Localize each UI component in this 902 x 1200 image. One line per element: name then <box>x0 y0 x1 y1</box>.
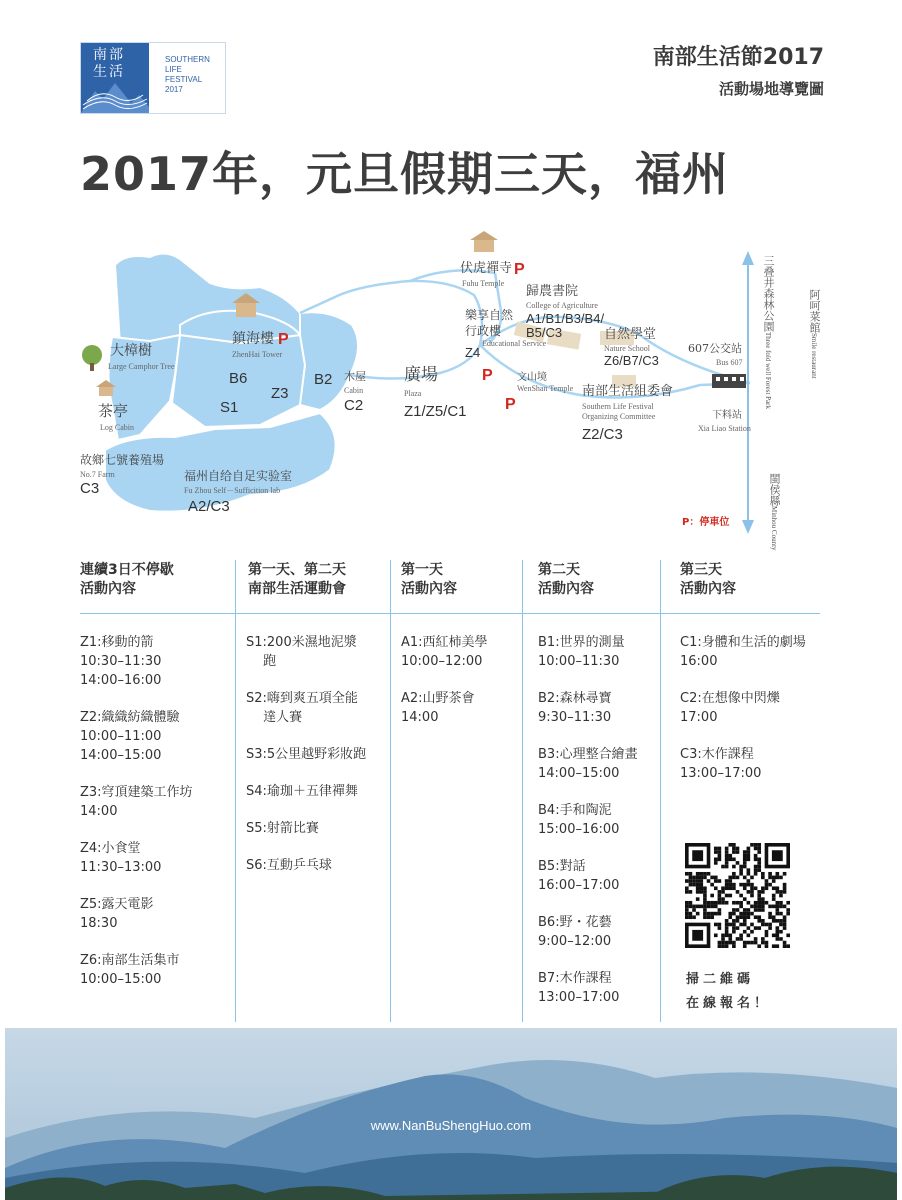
cabin-label: 木屋 <box>344 370 366 383</box>
activity-title: S4:瑜珈＋五律禪舞 <box>246 784 358 799</box>
activity-time: 10:00–12:00 <box>401 654 483 669</box>
plaza-en: Plaza <box>404 389 422 398</box>
qr-caption-line1: 掃二維碼 <box>686 972 755 987</box>
mountain-logo-icon <box>81 79 149 113</box>
college-codes-2: B5/C3 <box>526 325 563 340</box>
activity-title: B5:對話 <box>538 859 586 874</box>
schedule-item <box>538 689 658 727</box>
cabin-code: C2 <box>344 397 364 414</box>
committee-label: 南部生活組委會 <box>582 384 674 399</box>
farm-label: 故鄉七號養殖場 <box>80 453 165 467</box>
plaza-label: 廣場 <box>404 365 438 385</box>
parking-marker: P <box>278 331 289 348</box>
college-en: College of Agriculture <box>526 301 598 310</box>
schedule-item <box>538 801 658 839</box>
farm-en: No.7 Farm <box>80 470 115 479</box>
column-head-day1 <box>401 561 457 599</box>
nature-school-codes: Z6/B7/C3 <box>604 353 659 368</box>
column-divider <box>235 560 236 1022</box>
schedule-item <box>80 895 230 933</box>
qr-code-icon[interactable] <box>685 843 790 948</box>
activity-time: 10:00–15:00 <box>80 972 162 987</box>
activity-title: C2:在想像中閃爍 <box>680 691 780 706</box>
schedule-column <box>538 633 658 1025</box>
column-head-day2 <box>538 561 594 599</box>
column-head-line1: 第一天 <box>401 562 443 578</box>
activity-title: C3:木作課程 <box>680 747 754 762</box>
schedule-item <box>80 783 230 821</box>
schedule-column <box>246 633 390 893</box>
activity-time: 9:30–11:30 <box>538 710 612 725</box>
schedule-item <box>80 951 230 989</box>
schedule-item <box>246 689 390 727</box>
forest-park-label <box>760 255 776 409</box>
column-head-line2: 活動內容 <box>80 581 136 597</box>
bus607-en: Bus 607 <box>716 358 743 367</box>
smile-restaurant-zh: 阿呵菜館 <box>808 289 821 333</box>
log-cabin-label: 茶亭 <box>98 402 129 420</box>
activity-time: 10:00–11:00 14:00–15:00 <box>80 729 162 763</box>
activity-title: C1:身體和生活的劇場 <box>680 635 806 650</box>
schedule-item <box>246 782 390 801</box>
zone-z3: Z3 <box>271 385 289 402</box>
camphor-tree-en: Large Camphor Tree <box>108 362 175 371</box>
activity-title: B3:心理整合繪畫 <box>538 747 638 762</box>
activity-title: S1:200米濕地泥漿 跑 <box>246 635 357 669</box>
smile-restaurant-label <box>806 289 822 379</box>
logo-en-line: SOUTHERN <box>165 55 210 64</box>
lab-en: Fu Zhou Self－Sufficition lab <box>184 486 281 495</box>
column-head-line2: 活動內容 <box>680 581 736 597</box>
qr-caption <box>686 968 771 1016</box>
column-head-line1: 第二天 <box>538 562 580 578</box>
schedule-column <box>401 633 519 745</box>
column-head-line1: 第三天 <box>680 562 722 578</box>
activity-title: S6:互動乒乓球 <box>246 858 332 873</box>
zhenhai-tower-en: ZhenHai Tower <box>232 350 283 359</box>
lab-codes: A2/C3 <box>188 498 230 515</box>
schedule-item <box>401 689 519 727</box>
schedule-item <box>401 633 519 671</box>
column-head-line1: 第一天、第二天 <box>248 562 346 578</box>
parking-marker: P <box>482 367 493 384</box>
column-head-day3 <box>680 561 736 599</box>
activity-title: Z3:穹頂建築工作坊 <box>80 785 193 800</box>
edu-service-en: Educational Service <box>482 339 547 348</box>
logo-zh-line2: 生活 <box>93 64 125 80</box>
activity-title: B7:木作課程 <box>538 971 612 986</box>
schedule-item <box>80 633 230 690</box>
activity-time: 10:00–11:30 <box>538 654 620 669</box>
activity-time: 13:00–17:00 <box>680 766 762 781</box>
activity-title: B1:世界的測量 <box>538 635 625 650</box>
activity-time: 14:00 <box>401 710 439 725</box>
activity-title: Z5:露天電影 <box>80 897 154 912</box>
logo-en-line: FESTIVAL <box>165 75 203 84</box>
activity-time: 16:00 <box>680 654 718 669</box>
college-codes: A1/B1/B3/B4/ <box>526 311 605 326</box>
activity-time: 18:30 <box>80 916 118 931</box>
minhou-zh: 閩侯縣 <box>768 473 781 506</box>
venue-map <box>0 225 902 555</box>
wenshan-en: WenShan Temple <box>517 384 574 393</box>
edu-service-label: 樂享自然 <box>465 308 514 322</box>
column-divider <box>522 560 523 1022</box>
schedule-item <box>680 689 830 727</box>
activity-time: 9:00–12:00 <box>538 934 612 949</box>
fuhu-temple-icon <box>470 231 498 252</box>
activity-time: 16:00–17:00 <box>538 878 620 893</box>
zhenhai-tower-label: 鎮海樓 <box>232 331 274 347</box>
schedule-item <box>538 633 658 671</box>
column-head-sports <box>248 561 346 599</box>
activity-time: 11:30–13:00 <box>80 860 162 875</box>
college-label: 歸農書院 <box>526 284 579 299</box>
mountain-landscape-image <box>5 1028 897 1200</box>
schedule-item <box>538 913 658 951</box>
page-headline: 2017年，元旦假期三天，福州 <box>80 147 730 201</box>
parking-legend: P：停車位 <box>682 517 730 528</box>
logo-chinese-text <box>93 47 125 81</box>
schedule-item <box>680 745 830 783</box>
wenshan-label: 文山境 <box>517 372 547 383</box>
activity-title: B2:森林尋寶 <box>538 691 612 706</box>
festival-title: 南部生活節2017 <box>652 45 824 70</box>
smile-restaurant-en: Smile restaurant <box>810 333 818 379</box>
activity-title: A1:西紅柿美學 <box>401 635 488 650</box>
zone-b6: B6 <box>229 370 248 387</box>
activity-time: 14:00 <box>80 804 118 819</box>
column-head-line2: 活動內容 <box>538 581 594 597</box>
footer-landscape <box>5 1028 897 1200</box>
header-divider <box>80 613 820 614</box>
plaza-codes: Z1/Z5/C1 <box>404 403 467 420</box>
committee-codes: Z2/C3 <box>582 426 623 443</box>
activity-title: S2:嗨到爽五項全能 達人賽 <box>246 691 358 725</box>
cabin-en: Cabin <box>344 386 364 395</box>
column-head-line2: 南部生活運動會 <box>248 581 346 597</box>
parking-marker: P <box>514 261 525 278</box>
minhou-en: Minhou County <box>770 506 778 551</box>
logo-english-text <box>165 55 210 95</box>
committee-en-2: Organizing Committee <box>582 412 656 421</box>
activity-title: Z4:小食堂 <box>80 841 141 856</box>
xialiao-label: 下料站 <box>712 410 742 421</box>
nature-school-label: 自然學堂 <box>604 327 657 342</box>
parking-marker: P <box>505 396 516 413</box>
activity-time: 10:30–11:30 14:00–16:00 <box>80 654 162 688</box>
activity-title: B6:野・花藝 <box>538 915 612 930</box>
activity-title: A2:山野茶會 <box>401 691 475 706</box>
activity-title: B4:手和陶泥 <box>538 803 612 818</box>
schedule-item <box>246 819 390 838</box>
farm-code: C3 <box>80 480 100 497</box>
column-head-line1: 連續3日不停歇 <box>80 562 174 578</box>
schedule-column <box>80 633 230 1007</box>
logo-en-line: 2017 <box>165 85 183 94</box>
fuhu-temple-en: Fuhu Temple <box>462 279 505 288</box>
logo-en-line: LIFE <box>165 65 182 74</box>
column-divider <box>660 560 661 1022</box>
website-url[interactable]: www.NanBuShengHuo.com <box>370 1118 532 1133</box>
schedule-item <box>80 708 230 765</box>
schedule-item <box>538 857 658 895</box>
forest-park-en: Three fold well Forest Park <box>764 332 772 409</box>
zone-b2: B2 <box>314 371 333 388</box>
logo-mark <box>81 43 149 113</box>
schedule-item <box>246 856 390 875</box>
lab-label: 福州自给自足实验室 <box>184 469 293 483</box>
bus607-label: 607公交站 <box>688 342 742 355</box>
logo-zh-line1: 南部 <box>93 47 125 63</box>
activity-time: 15:00–16:00 <box>538 822 620 837</box>
activity-time: 17:00 <box>680 710 718 725</box>
schedule-item <box>538 969 658 1007</box>
schedule-item <box>80 839 230 877</box>
festival-logo <box>80 42 226 114</box>
festival-subtitle: 活動場地導覽圖 <box>718 80 824 98</box>
minhou-label <box>766 473 782 551</box>
zone-s1: S1 <box>220 399 239 416</box>
fuhu-temple-label: 伏虎禪寺 <box>460 261 513 276</box>
column-head-continuous <box>80 561 174 599</box>
column-divider <box>390 560 391 1022</box>
activity-title: Z6:南部生活集市 <box>80 953 180 968</box>
schedule-item <box>246 745 390 764</box>
log-cabin-en: Log Cabin <box>100 423 134 432</box>
qr-caption-line2: 在線報名！ <box>686 996 772 1011</box>
schedule-item <box>680 633 830 671</box>
activity-title: Z1:移動的箭 <box>80 635 154 650</box>
activity-time: 14:00–15:00 <box>538 766 620 781</box>
forest-park-zh: 三叠井森林公園 <box>762 255 775 332</box>
camphor-tree-label: 大樟樹 <box>110 343 152 359</box>
edu-service-label-2: 行政樓 <box>465 324 502 338</box>
schedule-item <box>538 745 658 783</box>
activity-title: S3:5公里越野彩妝跑 <box>246 747 367 762</box>
committee-en-1: Southern Life Festival <box>582 402 654 411</box>
nature-school-en: Nature School <box>604 344 650 353</box>
activity-title: S5:射箭比賽 <box>246 821 319 836</box>
activity-title: Z2:織織紡織體驗 <box>80 710 180 725</box>
column-head-line2: 活動內容 <box>401 581 457 597</box>
activity-time: 13:00–17:00 <box>538 990 620 1005</box>
camphor-tree-icon <box>82 345 102 371</box>
edu-service-code: Z4 <box>465 345 481 360</box>
xialiao-en: Xia Liao Station <box>698 424 751 433</box>
schedule-item <box>246 633 390 671</box>
schedule-column <box>680 633 830 801</box>
